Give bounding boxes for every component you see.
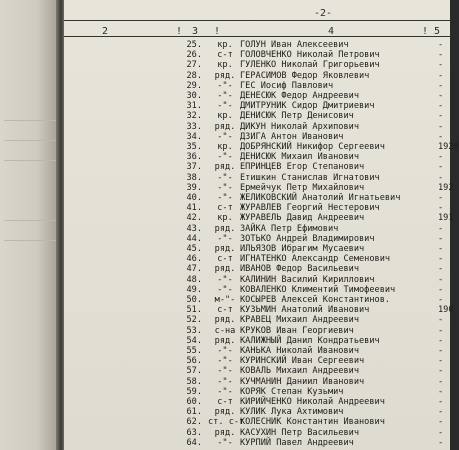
person-name: КУЛИК Лука Ахтимович (240, 407, 344, 418)
person-name: ИВАНОВ Федор Васильевич (240, 264, 359, 275)
entry-number: 28. (186, 70, 202, 81)
list-item (64, 346, 450, 356)
list-item (64, 81, 450, 91)
column-5-cell: - (438, 121, 444, 132)
person-name: КАНЬКА Николай Иванович (240, 346, 359, 356)
person-name: ДЕНИСЮК Петр Денисович (240, 111, 354, 122)
person-name: ДЗИГА Антон Иванович (240, 131, 344, 142)
list-item (64, 101, 450, 111)
column-5-cell: - (438, 244, 444, 254)
document-page (64, 0, 459, 450)
column-5-cell: - (438, 223, 444, 234)
rank-cell: -"- (217, 101, 233, 112)
list-item (64, 91, 450, 101)
entry-number: 57. (186, 366, 202, 377)
list-item (64, 254, 450, 264)
rank-cell: кр. (217, 111, 233, 122)
list-item (64, 336, 450, 346)
rank-cell: с-на (214, 325, 236, 336)
column-5-cell: - (438, 315, 444, 326)
entry-number: 41. (186, 203, 202, 214)
rank-cell: ряд. (214, 264, 236, 275)
entry-number: 59. (186, 386, 202, 397)
list-item (64, 397, 450, 407)
column-5-cell: - (438, 40, 444, 50)
entry-number: 52. (186, 315, 202, 326)
person-name: КРАВЕЦ Михаил Андреевич (240, 315, 359, 326)
entry-number: 54. (186, 335, 202, 346)
list-item (64, 315, 450, 325)
list-item (64, 264, 450, 274)
rank-cell: ряд. (214, 162, 236, 173)
rank-cell: -"- (217, 346, 233, 356)
list-item (64, 40, 450, 50)
person-name: КОВАЛЬ Михаил Андреевич (240, 366, 359, 377)
rank-cell: с-т (217, 203, 233, 214)
person-name: КОСЫРЕВ Алексей Константинов. (240, 295, 391, 305)
list-item (64, 203, 450, 213)
list-item (64, 50, 450, 60)
column-5-cell: - (438, 274, 444, 285)
person-name: ЖЕЛИКОВСКИЙ Анатолий Игнатьевич (240, 193, 401, 203)
column-5-cell: - (438, 233, 444, 244)
column-5-cell: - (438, 254, 444, 265)
entry-number: 36. (186, 152, 202, 163)
person-name: ЗОТЬКО Андрей Владимирович (240, 233, 375, 244)
entry-number: 40. (186, 193, 202, 203)
person-name: ИЛЬЯЗОВ Ибрагим Мусаевич (240, 244, 365, 254)
person-name: КУЗЬМИН Анатолий Иванович (240, 305, 370, 316)
list-item (64, 285, 450, 295)
rank-cell: -"- (217, 91, 233, 101)
list-item (64, 326, 450, 336)
entry-number: 46. (186, 254, 202, 265)
column-5-cell: - (438, 437, 444, 448)
person-name: ЖУРАВЛЕВ Георгий Нестерович (240, 203, 380, 214)
entry-number: 44. (186, 233, 202, 244)
column-5-cell: - (438, 172, 444, 183)
column-5-cell: - (438, 91, 444, 101)
rank-cell: -"- (217, 233, 233, 244)
rank-cell: -"- (217, 356, 233, 367)
rank-cell: -"- (217, 172, 233, 183)
entry-number: 63. (186, 427, 202, 438)
entry-number: 45. (186, 244, 202, 254)
rank-cell: ряд. (214, 407, 236, 418)
rank-cell: -"- (217, 376, 233, 387)
person-name: ГЕРАСИМОВ Федор Яковлевич (240, 70, 370, 81)
entry-number: 62. (186, 417, 202, 428)
list-item (64, 438, 450, 448)
person-name: КАСУХИН Петр Васильевич (240, 427, 359, 438)
column-5-cell: - (438, 111, 444, 122)
list-item (64, 244, 450, 254)
rank-cell: кр. (217, 40, 233, 50)
column-5-cell: - (438, 356, 444, 367)
rank-cell: -"- (217, 80, 233, 91)
column-5-cell: - (438, 50, 444, 61)
person-name: КОВАЛЕНКО Климентий Тимофеевич (240, 284, 396, 295)
list-item (64, 182, 454, 193)
rank-cell: ряд. (214, 70, 236, 81)
header-rule-bottom (64, 36, 450, 37)
column-5-cell: 1920 (438, 142, 459, 152)
person-name: ДЕНИСЮК Михаил Иванович (240, 152, 359, 163)
entry-number: 38. (186, 172, 202, 183)
column-5-cell: - (438, 193, 444, 203)
person-name: ДЕНЕСЮК Федор Андреевич (240, 91, 359, 101)
list-item (64, 417, 450, 427)
person-name: ДМИТРУНИК Сидор Дмитриевич (240, 101, 375, 112)
entry-number: 30. (186, 91, 202, 101)
column-number-2: 2 (102, 26, 109, 37)
column-5-cell: - (438, 397, 444, 407)
list-item (64, 428, 450, 438)
person-name: КУРПИЙ Павел Андреевич (240, 437, 354, 448)
person-name: Ермейчук Петр Михайлович (240, 182, 365, 193)
list-item (64, 366, 450, 376)
column-5-cell: - (438, 366, 444, 377)
entry-number: 47. (186, 264, 202, 275)
rank-cell: -"- (217, 366, 233, 377)
header-rule-top (64, 20, 450, 21)
entry-number: 39. (186, 182, 202, 193)
list-item (64, 111, 450, 121)
column-number-5: 5 (434, 26, 441, 37)
column-5-cell: - (438, 80, 444, 91)
column-separator-mark: ! (214, 26, 221, 37)
list-item (64, 356, 450, 366)
list-item (64, 305, 454, 316)
rank-cell: -"- (217, 284, 233, 295)
person-name: КОРЯК Степан Кузьмич (240, 386, 344, 397)
column-5-cell: - (438, 203, 444, 214)
rank-cell: -"- (217, 274, 233, 285)
column-5-cell: 190 (438, 305, 454, 316)
column-5-cell: - (438, 284, 444, 295)
person-name: ДИКУН Николай Архипович (240, 121, 359, 132)
person-name: ГУЛЕНКО Николай Григорьевич (240, 60, 380, 71)
rank-cell: ряд. (214, 427, 236, 438)
entry-number: 35. (186, 142, 202, 152)
entry-number: 56. (186, 356, 202, 367)
column-5-cell: - (438, 407, 444, 418)
person-name: КАЛИНИН Василий Кириллович (240, 274, 375, 285)
entry-number: 37. (186, 162, 202, 173)
rank-cell: -"- (217, 193, 233, 203)
entry-number: 55. (186, 346, 202, 356)
rank-cell: с-т (217, 50, 233, 61)
column-5-cell: - (438, 162, 444, 173)
rank-cell: ряд. (214, 315, 236, 326)
list-item (64, 162, 450, 172)
list-item (64, 193, 450, 203)
list-item (64, 60, 450, 70)
entry-number: 31. (186, 101, 202, 112)
column-5-cell: - (438, 295, 444, 305)
rank-cell: -"- (217, 152, 233, 163)
column-number-3: 3 (192, 26, 199, 37)
column-separator-mark: ! (422, 26, 429, 37)
rank-cell: с-т (217, 254, 233, 265)
list-item (64, 234, 450, 244)
rank-cell: с-т (217, 305, 233, 316)
page-number: -2- (314, 8, 333, 19)
person-name: ЗАЙКА Петр Ефимович (240, 223, 339, 234)
list-item (64, 152, 450, 162)
entry-number: 43. (186, 223, 202, 234)
person-name: КОЛЕСНИК Константин Иванович (240, 417, 385, 428)
person-name: КИРИЙЧЕНКО Николай Андреевич (240, 397, 385, 407)
column-5-cell: - (438, 101, 444, 112)
rank-cell: м-"- (214, 295, 236, 305)
column-separator-mark: ! (176, 26, 183, 37)
rank-cell: -"- (217, 131, 233, 142)
rank-cell: с-т (217, 397, 233, 407)
person-name: КАЛИЖНЫЙ Данил Кондратьевич (240, 335, 380, 346)
list-item (64, 224, 450, 234)
list-item (64, 122, 450, 132)
person-name: ДОБРЯНСКИЙ Никифор Сергеевич (240, 142, 385, 152)
list-item (64, 173, 450, 183)
facing-page (0, 0, 62, 450)
rank-cell: кр. (217, 60, 233, 71)
person-name: Етишкин Станислав Игнатович (240, 172, 380, 183)
rank-cell: ряд. (214, 244, 236, 254)
entry-number: 53. (186, 325, 202, 336)
entry-number: 51. (186, 305, 202, 316)
column-5-cell: - (438, 60, 444, 71)
person-name: ГОЛУН Иван Алексеевич (240, 40, 349, 50)
column-5-cell: - (438, 376, 444, 387)
entry-number: 64. (186, 437, 202, 448)
list-item (64, 407, 450, 417)
list-item (64, 132, 450, 142)
entry-number: 58. (186, 376, 202, 387)
list-item (64, 377, 450, 387)
entry-number: 33. (186, 121, 202, 132)
entry-number: 42. (186, 213, 202, 224)
person-name: КУРИНСКИЙ Иван Сергеевич (240, 356, 365, 367)
entry-number: 26. (186, 50, 202, 61)
column-5-cell: - (438, 152, 444, 163)
list-item (64, 71, 450, 81)
entry-number: 29. (186, 80, 202, 91)
entry-number: 60. (186, 397, 202, 407)
entry-number: 48. (186, 274, 202, 285)
list-item (64, 295, 450, 305)
column-5-cell: - (438, 427, 444, 438)
list-item (64, 213, 454, 224)
rank-cell: ряд. (214, 223, 236, 234)
person-name: ЕПРИНЦЕВ Егор Степанович (240, 162, 365, 173)
rank-cell: ст. с-т (208, 417, 245, 428)
person-name: ГОЛОВЧЕНКО Николай Петрович (240, 50, 380, 61)
person-name: ИГНАТЕНКО Александр Семенович (240, 254, 391, 265)
column-5-cell: - (438, 70, 444, 81)
column-5-cell: - (438, 325, 444, 336)
entry-number: 32. (186, 111, 202, 122)
column-5-cell: 191 (438, 213, 454, 224)
person-name: ЖУРАВЕЛЬ Давид Андреевич (240, 213, 365, 224)
rank-cell: кр. (217, 142, 233, 152)
entry-number: 49. (186, 284, 202, 295)
rank-cell: кр. (217, 213, 233, 224)
person-name: ГЕС Иосиф Павлович (240, 80, 334, 91)
entry-number: 27. (186, 60, 202, 71)
entry-number: 25. (186, 40, 202, 50)
rank-cell: -"- (217, 437, 233, 448)
column-5-cell: - (438, 335, 444, 346)
column-5-cell: - (438, 386, 444, 397)
rank-cell: -"- (217, 386, 233, 397)
list-item (64, 275, 450, 285)
column-5-cell: - (438, 417, 444, 428)
person-name: КУЧМАНИН Даниил Иванович (240, 376, 365, 387)
list-item (64, 387, 450, 397)
column-5-cell: - (438, 131, 444, 142)
rank-cell: ряд. (214, 121, 236, 132)
column-5-cell: - (438, 264, 444, 275)
entry-number: 61. (186, 407, 202, 418)
rank-cell: -"- (217, 182, 233, 193)
person-name: КРУКОВ Иван Георгиевич (240, 325, 354, 336)
rank-cell: ряд. (214, 335, 236, 346)
column-5-cell: - (438, 346, 444, 356)
column-5-cell: 192 (438, 182, 454, 193)
entry-number: 34. (186, 131, 202, 142)
list-item (64, 142, 459, 152)
column-number-4: 4 (328, 26, 335, 37)
entry-number: 50. (186, 295, 202, 305)
